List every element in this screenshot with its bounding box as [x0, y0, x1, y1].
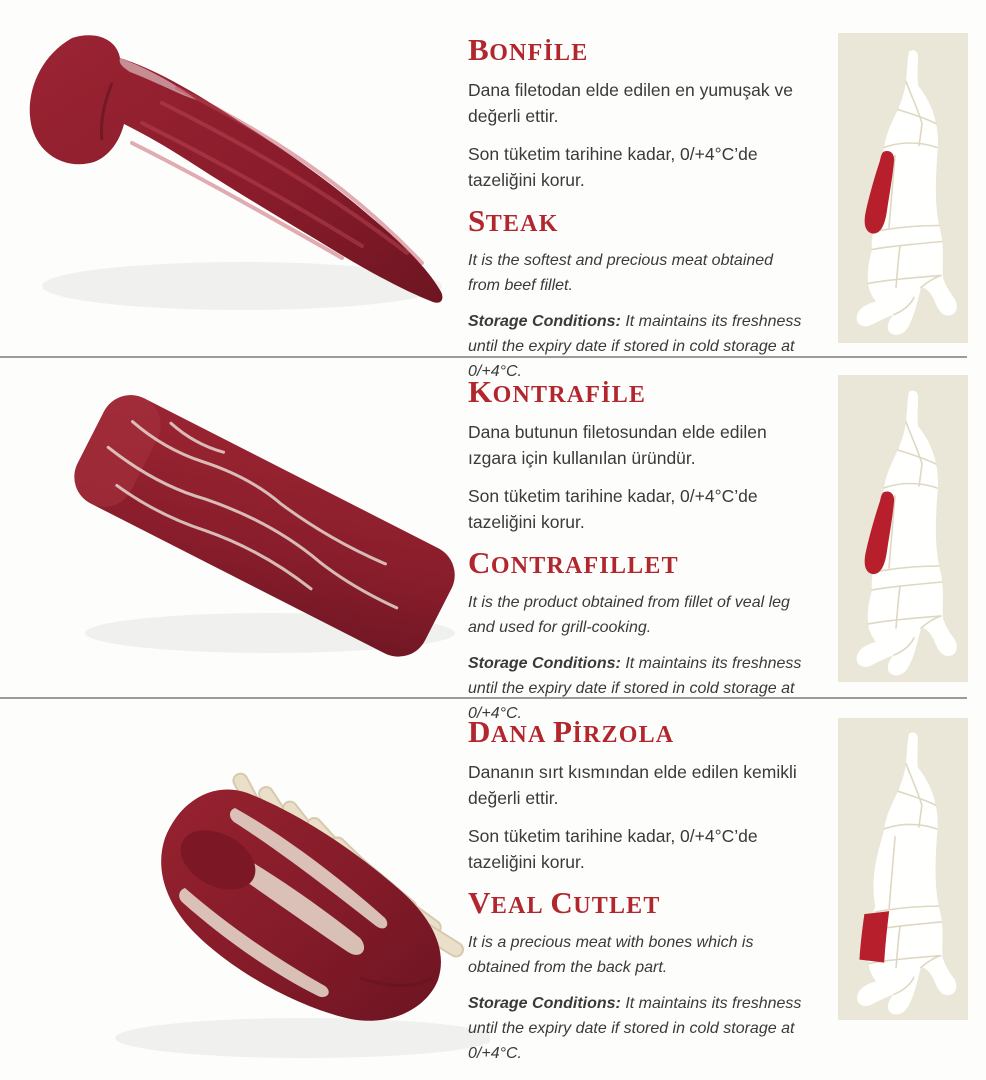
veal-cutlet-photo: [50, 738, 490, 1068]
tr-desc: Dananın sırt kısmından elde edilen kemikli değerli ettir.: [468, 762, 797, 808]
carcass-diagram-pirzola: [838, 718, 968, 1020]
en-desc: It is the product obtained from fillet of veal leg and used for grill-cooking.: [468, 594, 790, 636]
storage-label: Storage Conditions:: [468, 995, 621, 1012]
tr-desc: Dana filetodan elde edilen en yumuşak ve değerli ettir.: [468, 80, 793, 126]
en-storage: [468, 991, 806, 1066]
en-storage: [468, 651, 806, 726]
storage-text: It maintains its freshness until the expiry date if stored in cold storage at 0/+4°C.: [468, 313, 802, 380]
en-storage: [468, 309, 806, 384]
en-title-veal-cutlet: VEAL CUTLET: [468, 885, 661, 920]
storage-label: Storage Conditions:: [468, 655, 621, 672]
carcass-outline: [857, 732, 956, 1014]
storage-text: It maintains its freshness until the expiry date if stored in cold storage at 0/+4°C.: [468, 655, 802, 722]
contrafillet-photo: [55, 385, 475, 665]
storage-label: Storage Conditions:: [468, 313, 621, 330]
carcass-diagram-kontrafile: [838, 375, 968, 682]
tr-storage: Son tüketim tarihine kadar, 0/+4°C’de tazeliğini korur.: [468, 486, 758, 532]
section-divider: [0, 356, 967, 358]
carcass-diagram-bonfile: [838, 33, 968, 343]
tr-title-kontrafile: KONTRAFİLE: [468, 374, 647, 409]
storage-text: It maintains its freshness until the expiry date if stored in cold storage at 0/+4°C.: [468, 995, 802, 1062]
tenderloin-photo: [12, 28, 457, 328]
tr-storage: Son tüketim tarihine kadar, 0/+4°C’de tazeliğini korur.: [468, 144, 758, 190]
tr-storage: Son tüketim tarihine kadar, 0/+4°C’de tazeliğini korur.: [468, 826, 758, 872]
en-desc: It is a precious meat with bones which is obtained from the back part.: [468, 934, 754, 976]
section-pirzola-text: [468, 716, 806, 1077]
section-kontrafile-text: [468, 376, 806, 737]
section-bonfile-text: [468, 34, 806, 395]
section-divider: [0, 697, 967, 699]
tr-title-bonfile: BONFİLE: [468, 32, 589, 67]
en-title-steak: STEAK: [468, 203, 559, 238]
en-title-contrafillet: CONTRAFILLET: [468, 545, 679, 580]
tr-title-dana-pirzola: DANA PİRZOLA: [468, 714, 675, 749]
tr-desc: Dana butunun filetosundan elde edilen ızgara için kullanılan üründür.: [468, 422, 767, 468]
en-desc: It is the softest and precious meat obtained from beef fillet.: [468, 252, 774, 294]
